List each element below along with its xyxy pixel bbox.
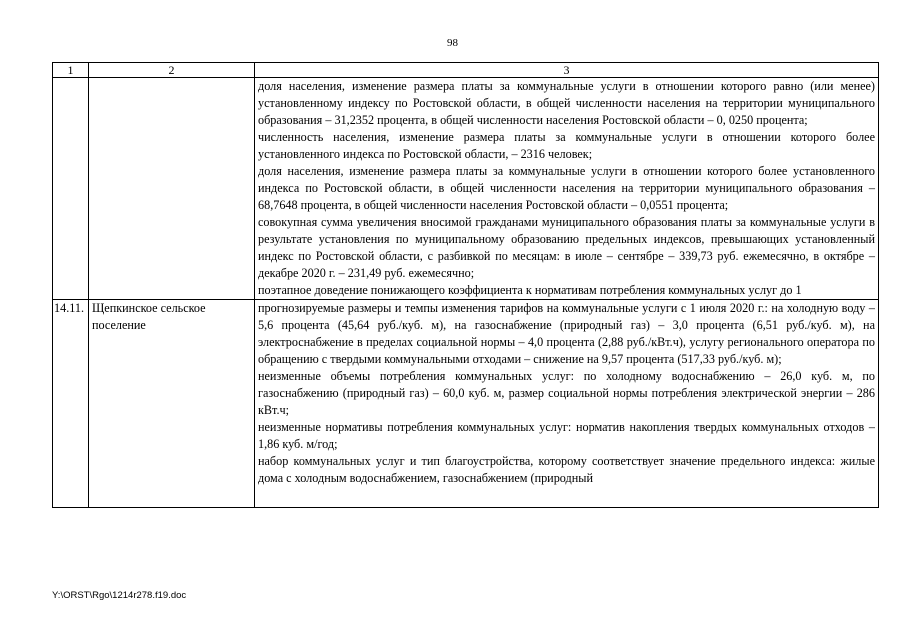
header-col-1: 1: [53, 63, 89, 78]
row1-text-cell: [255, 78, 879, 300]
row2-text-cell: [255, 300, 879, 508]
row1-paragraph-3: доля населения, изменение размера платы за коммунальные услуги в отношении которого более установленного индекса по Ростовской области, в общей численности населения на территории муниципального образования – 68,7648 процента, в общей численности населения Ростовской области – 0,0551 процента;: [258, 164, 875, 212]
row2-paragraph-2: неизменные объемы потребления коммунальных услуг: по холодному водоснабжению – 26,0 куб. м, по газоснабжению (природный газ) – 60,0 куб. м, размер социальной нормы потребления электрической энергии – 286 кВт.ч;: [258, 369, 875, 417]
row1-number-cell: [53, 78, 89, 300]
row1-paragraph-4: совокупная сумма увеличения вносимой гражданами муниципального образования платы за коммунальные услуги в результате установления по муниципальному образованию предельных индексов, превышающих установленный индекс по Ростовской области, с разбивкой по месяцам: в июле – сентябре – 339,73 руб. ежемесячно, в октябре – декабре 2020 г. – 231,49 руб. ежемесячно;: [258, 215, 875, 280]
row1-paragraph-5: поэтапное доведение понижающего коэффициента к нормативам потребления коммунальных услуг до 1: [258, 283, 802, 297]
row2-number-cell: 14.11.: [53, 300, 89, 508]
row1-paragraph-2: численность населения, изменение размера платы за коммунальные услуги в отношении которого более установленного индекса по Ростовской области, – 2316 человек;: [258, 130, 875, 161]
row2-paragraph-3: неизменные нормативы потребления коммунальных услуг: норматив накопления твердых коммунальных отходов – 1,86 куб. м/год;: [258, 420, 875, 451]
header-col-2: 2: [89, 63, 255, 78]
header-col-3: 3: [255, 63, 879, 78]
table-row-14-11: [53, 300, 879, 508]
table-row-continuation: [53, 78, 879, 300]
row2-name-cell: Щепкинское сельское поселение: [89, 300, 255, 508]
row2-paragraph-4: набор коммунальных услуг и тип благоустройства, которому соответствует значение предельного индекса: жилые дома с холодным водоснабжением, газоснабжением (природный: [258, 454, 875, 485]
row1-paragraph-1: доля населения, изменение размера платы за коммунальные услуги в отношении которого равно (или менее) установленному индексу по Ростовской области, в общей численности населения на территории муниципального образования – 31,2352 процента, в общей численности населения Ростовской области – 0, 0250 процента;: [258, 79, 875, 127]
table-header-row: [53, 63, 879, 78]
document-table: [52, 62, 879, 508]
row1-name-cell: [89, 78, 255, 300]
row2-paragraph-1: прогнозируемые размеры и темпы изменения тарифов на коммунальные услуги с 1 июля 2020 г.: на холодную воду –5,6 процента (45,64 руб./куб. м), на газоснабжение (природный газ) – 3,0 процента (6,51 руб./куб. м), на электроснабжение в пределах социальной нормы – 4,0 процента (2,88 руб./кВт.ч), услугу регионального оператора по обращению с твердыми коммунальными отходами – снижение на 9,57 процента (517,33 руб./куб. м);: [258, 301, 875, 366]
page-number: 98: [447, 37, 458, 49]
footer-file-path: Y:\ORST\Rgo\1214r278.f19.doc: [52, 590, 187, 601]
